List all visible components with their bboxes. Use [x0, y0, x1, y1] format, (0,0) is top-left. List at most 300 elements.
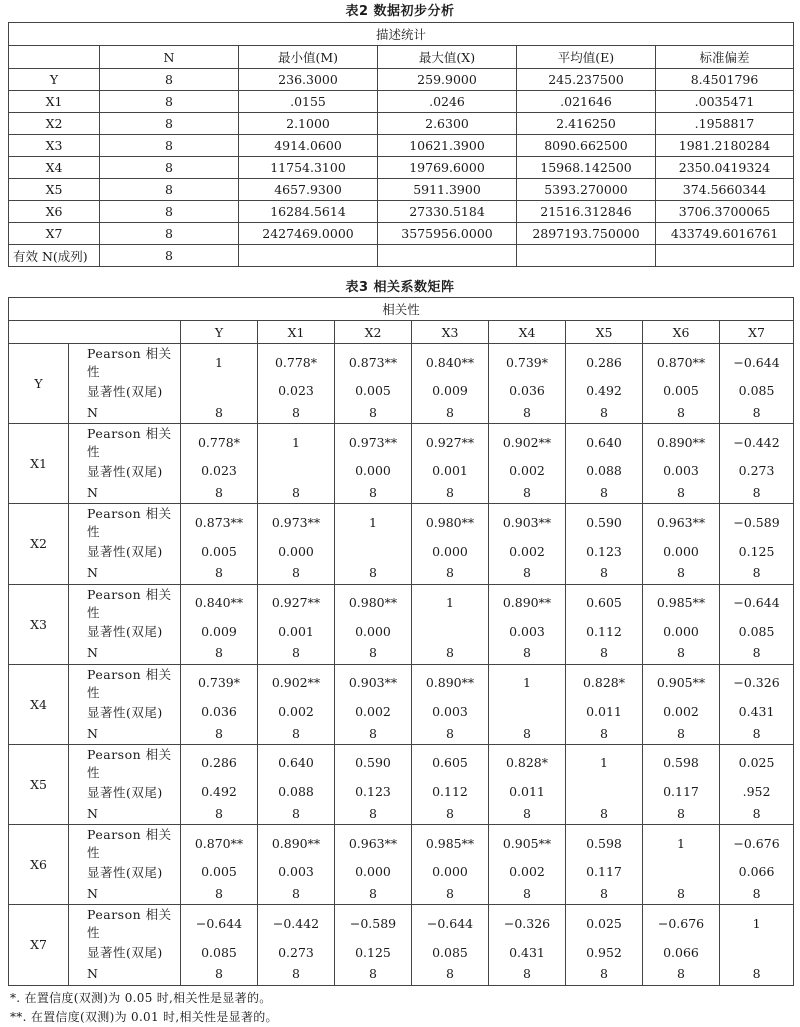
table-cell: 4657.9300	[239, 179, 378, 201]
row-label: X3	[9, 135, 100, 157]
table-cell: 0.605	[566, 584, 643, 621]
table3-corner-cell	[9, 321, 181, 344]
table-cell: 8	[489, 803, 566, 825]
table-cell: 0.025	[720, 744, 794, 781]
table-cell: 8	[720, 402, 794, 424]
table-cell: 0.005	[181, 861, 258, 883]
table-cell: 15968.142500	[517, 157, 656, 179]
stat-label: Pearson 相关性	[69, 905, 181, 942]
table-cell: 0.000	[258, 540, 335, 562]
table-cell: 8	[566, 722, 643, 744]
table-cell: 0.963**	[335, 825, 412, 862]
table-cell: 0.003	[489, 621, 566, 643]
table-cell: 8	[720, 642, 794, 664]
row-variable: Y	[9, 344, 69, 424]
table-cell: 0.001	[258, 621, 335, 643]
table2-column-header: 平均值(E)	[517, 46, 656, 69]
table-cell: .0035471	[656, 91, 794, 113]
table-cell: 8	[720, 883, 794, 905]
row-variable: X5	[9, 744, 69, 824]
table-row	[9, 424, 794, 461]
table-row	[9, 941, 794, 963]
row-variable: X1	[9, 424, 69, 504]
table-cell: 8	[643, 642, 720, 664]
table-row	[9, 825, 794, 862]
row-label: Y	[9, 69, 100, 91]
table-cell: 0.003	[643, 460, 720, 482]
table-cell: 0.492	[566, 380, 643, 402]
table-cell: 0.973**	[258, 504, 335, 541]
table-cell: 0.431	[720, 701, 794, 723]
table-cell: 0.980**	[412, 504, 489, 541]
table-cell: 16284.5614	[239, 201, 378, 223]
stat-label: 显著性(双尾)	[69, 861, 181, 883]
table-cell: 0.927**	[412, 424, 489, 461]
table-cell: 0.286	[566, 344, 643, 381]
stat-label: N	[69, 883, 181, 905]
table-cell: 0.123	[566, 540, 643, 562]
table-cell: −0.442	[720, 424, 794, 461]
table-row	[9, 584, 794, 621]
table-cell: 8	[489, 722, 566, 744]
table-cell	[720, 941, 794, 963]
table-cell: 8	[720, 482, 794, 504]
table-cell: −0.589	[335, 905, 412, 942]
table-cell: 8	[335, 883, 412, 905]
table-cell: 5393.270000	[517, 179, 656, 201]
table-cell: −0.676	[643, 905, 720, 942]
table-cell: 0.973**	[335, 424, 412, 461]
table-row	[9, 744, 794, 781]
table3-caption: 表3 相关系数矩阵	[345, 280, 455, 295]
table-cell: −0.326	[489, 905, 566, 942]
table-row	[9, 803, 794, 825]
descriptive-statistics-table	[8, 22, 794, 267]
table-cell: 8	[566, 482, 643, 504]
table-cell: 0.902**	[489, 424, 566, 461]
table-cell: 0.023	[181, 460, 258, 482]
table-cell: 0.085	[412, 941, 489, 963]
table-cell: 0.873**	[335, 344, 412, 381]
table-cell: 0.963**	[643, 504, 720, 541]
table-cell: 0.001	[412, 460, 489, 482]
table2-group-header: 描述统计	[9, 23, 794, 46]
table-cell: −0.644	[412, 905, 489, 942]
table-cell: 19769.6000	[378, 157, 517, 179]
table-cell: 8	[720, 963, 794, 985]
stat-label: 显著性(双尾)	[69, 781, 181, 803]
table-cell: .1958817	[656, 113, 794, 135]
table-cell: 8	[181, 722, 258, 744]
table-cell: .0246	[378, 91, 517, 113]
table-cell: 0.088	[258, 781, 335, 803]
table-cell: 0.903**	[489, 504, 566, 541]
table2-caption: 表2 数据初步分析	[345, 4, 455, 19]
table-cell: 2.1000	[239, 113, 378, 135]
table-row	[9, 245, 794, 267]
table-cell: 8	[100, 69, 239, 91]
table-cell: 0.066	[720, 861, 794, 883]
table-cell: 0.605	[412, 744, 489, 781]
table-cell: 8	[566, 883, 643, 905]
stat-label: 显著性(双尾)	[69, 380, 181, 402]
table-row	[9, 223, 794, 245]
table-cell: 8	[412, 402, 489, 424]
table-row	[9, 91, 794, 113]
table3-group-header: 相关性	[9, 298, 794, 321]
table-cell: .021646	[517, 91, 656, 113]
table-cell: 1	[720, 905, 794, 942]
table-cell	[517, 245, 656, 267]
table-row	[9, 722, 794, 744]
table-cell: 8	[181, 402, 258, 424]
table-cell: 0.985**	[412, 825, 489, 862]
table-cell: 0.123	[335, 781, 412, 803]
table-cell: 27330.5184	[378, 201, 517, 223]
row-label: X7	[9, 223, 100, 245]
table-cell: 3706.3700065	[656, 201, 794, 223]
table-cell: 8.4501796	[656, 69, 794, 91]
table-cell: 0.598	[566, 825, 643, 862]
table-cell: 259.9000	[378, 69, 517, 91]
table-cell: 2.416250	[517, 113, 656, 135]
table-cell: 8	[489, 883, 566, 905]
table-cell: 0.778*	[258, 344, 335, 381]
row-variable: X7	[9, 905, 69, 985]
table-cell	[258, 460, 335, 482]
row-variable: X3	[9, 584, 69, 664]
table3-column-header: X6	[643, 321, 720, 344]
table-cell: 0.117	[643, 781, 720, 803]
table3-column-header: X1	[258, 321, 335, 344]
table-cell: 0.036	[181, 701, 258, 723]
table-cell: 8	[100, 245, 239, 267]
table-row	[9, 201, 794, 223]
stat-label: Pearson 相关性	[69, 744, 181, 781]
table-cell: 8	[489, 402, 566, 424]
table-cell: 8	[100, 135, 239, 157]
table-cell: 8	[566, 562, 643, 584]
row-label: X5	[9, 179, 100, 201]
stat-label: Pearson 相关性	[69, 344, 181, 381]
table-cell: 8	[489, 642, 566, 664]
table-cell: 8	[100, 91, 239, 113]
table-cell	[239, 245, 378, 267]
table-cell: 8	[181, 963, 258, 985]
table-cell: 8	[335, 562, 412, 584]
correlation-matrix-table	[8, 297, 794, 986]
table2-column-header: 最小值(M)	[239, 46, 378, 69]
table-cell: 0.431	[489, 941, 566, 963]
table-row	[9, 135, 794, 157]
table-cell: 8	[643, 722, 720, 744]
table-cell: 0.000	[335, 460, 412, 482]
table-cell: 236.3000	[239, 69, 378, 91]
table-cell: 2350.0419324	[656, 157, 794, 179]
table-cell: 0.125	[335, 941, 412, 963]
table3-column-header: X2	[335, 321, 412, 344]
table-cell: 0.011	[566, 701, 643, 723]
table-cell: 0.640	[258, 744, 335, 781]
stat-label: 显著性(双尾)	[69, 701, 181, 723]
table-cell: 1	[566, 744, 643, 781]
table-cell: 0.002	[258, 701, 335, 723]
table-cell: 8	[412, 803, 489, 825]
table-cell: 8	[720, 722, 794, 744]
table-row	[9, 701, 794, 723]
table-cell: 0.085	[720, 380, 794, 402]
table-cell: 8	[412, 722, 489, 744]
row-label: 有效 N(成列)	[9, 245, 100, 267]
table3-column-header: X4	[489, 321, 566, 344]
table-cell: 8	[566, 402, 643, 424]
table-cell: 8	[258, 883, 335, 905]
table-cell: 0.002	[489, 861, 566, 883]
row-label: X1	[9, 91, 100, 113]
table-cell: 8	[181, 642, 258, 664]
row-label: X6	[9, 201, 100, 223]
table-cell	[181, 380, 258, 402]
table-cell: 0.000	[643, 540, 720, 562]
table-cell: 0.005	[181, 540, 258, 562]
table-cell: 0.828*	[489, 744, 566, 781]
table-cell: 8	[566, 963, 643, 985]
table-cell: 0.492	[181, 781, 258, 803]
row-label: X2	[9, 113, 100, 135]
table-cell: 0.005	[335, 380, 412, 402]
table-cell: 8	[335, 482, 412, 504]
table-cell: −0.589	[720, 504, 794, 541]
table-cell: −0.442	[258, 905, 335, 942]
table-cell: .0155	[239, 91, 378, 113]
stat-label: N	[69, 722, 181, 744]
table-cell: 8	[335, 963, 412, 985]
table-cell: 0.000	[335, 621, 412, 643]
table-cell	[566, 781, 643, 803]
table-row	[9, 157, 794, 179]
stat-label: Pearson 相关性	[69, 504, 181, 541]
stat-label: 显著性(双尾)	[69, 941, 181, 963]
table-cell: 8	[412, 642, 489, 664]
table-row	[9, 781, 794, 803]
table-cell: 8	[258, 963, 335, 985]
table-cell: 0.590	[335, 744, 412, 781]
table-cell: 8	[412, 562, 489, 584]
table3-notes	[10, 989, 800, 1027]
table-cell: 0.112	[412, 781, 489, 803]
table-cell: 8	[335, 803, 412, 825]
table-cell: 8	[412, 963, 489, 985]
table-cell: 0.003	[258, 861, 335, 883]
table-row	[9, 905, 794, 942]
table-cell: 0.117	[566, 861, 643, 883]
table-cell: 433749.6016761	[656, 223, 794, 245]
table-cell: 8	[100, 201, 239, 223]
stat-label: N	[69, 803, 181, 825]
table-cell: 0.002	[643, 701, 720, 723]
table-cell: 0.828*	[566, 664, 643, 701]
table-cell: 8	[335, 722, 412, 744]
table-row	[9, 504, 794, 541]
table-row	[9, 562, 794, 584]
table-cell: 5911.3900	[378, 179, 517, 201]
table-cell: 0.286	[181, 744, 258, 781]
table2-column-header: N	[100, 46, 239, 69]
table-cell: 1	[258, 424, 335, 461]
table-cell: 0.009	[412, 380, 489, 402]
stat-label: 显著性(双尾)	[69, 460, 181, 482]
table-cell: 0.000	[335, 861, 412, 883]
table-cell: 0.003	[412, 701, 489, 723]
table-cell: 0.890**	[643, 424, 720, 461]
table-cell: 0.273	[720, 460, 794, 482]
table-cell: 8	[258, 402, 335, 424]
stat-label: N	[69, 482, 181, 504]
table-cell: 0.739*	[489, 344, 566, 381]
table-cell: 2897193.750000	[517, 223, 656, 245]
table-row	[9, 402, 794, 424]
table-cell: 0.085	[181, 941, 258, 963]
stat-label: Pearson 相关性	[69, 664, 181, 701]
table-cell: 0.009	[181, 621, 258, 643]
row-variable: X4	[9, 664, 69, 744]
table-cell: 0.890**	[258, 825, 335, 862]
table-cell: .952	[720, 781, 794, 803]
table-cell: 0.000	[412, 861, 489, 883]
table2-column-header: 标准偏差	[656, 46, 794, 69]
table-cell: 0.873**	[181, 504, 258, 541]
table-row	[9, 482, 794, 504]
table-cell: 8	[643, 402, 720, 424]
table-cell: 8	[100, 157, 239, 179]
table-cell	[335, 540, 412, 562]
table-cell: 0.640	[566, 424, 643, 461]
table2-column-header: 最大值(X)	[378, 46, 517, 69]
table-cell: 8	[258, 482, 335, 504]
table-cell: 8	[412, 482, 489, 504]
row-variable: X6	[9, 825, 69, 905]
note-significance-0-01: **. 在置信度(双测)为 0.01 时,相关性是显著的。	[10, 1009, 278, 1024]
table-cell: 0.000	[412, 540, 489, 562]
table-cell: 21516.312846	[517, 201, 656, 223]
stat-label: 显著性(双尾)	[69, 621, 181, 643]
table-cell: 1	[181, 344, 258, 381]
table-cell: 0.066	[643, 941, 720, 963]
table-cell: 0.002	[489, 540, 566, 562]
table-cell: 374.5660344	[656, 179, 794, 201]
table-cell: 0.000	[643, 621, 720, 643]
table-cell: −0.676	[720, 825, 794, 862]
table-cell: 8	[643, 562, 720, 584]
table-cell: 0.905**	[643, 664, 720, 701]
note-significance-0-05: *. 在置信度(双测)为 0.05 时,相关性是显著的。	[10, 990, 272, 1005]
table-cell: 8	[643, 883, 720, 905]
table-cell: 0.011	[489, 781, 566, 803]
table-cell: 8	[100, 179, 239, 201]
table-cell: −0.644	[720, 584, 794, 621]
table-cell: 245.237500	[517, 69, 656, 91]
table-cell: 0.890**	[412, 664, 489, 701]
table-cell: 8	[566, 803, 643, 825]
table-cell: 1	[489, 664, 566, 701]
table-row	[9, 621, 794, 643]
table3-column-header-row	[9, 321, 794, 344]
table-row	[9, 380, 794, 402]
table-cell: 1981.2180284	[656, 135, 794, 157]
table-cell: 8	[643, 803, 720, 825]
stat-label: Pearson 相关性	[69, 584, 181, 621]
table-cell: −0.644	[181, 905, 258, 942]
table-cell: 0.739*	[181, 664, 258, 701]
table-cell: 0.985**	[643, 584, 720, 621]
table-cell: 0.778*	[181, 424, 258, 461]
stat-label: N	[69, 402, 181, 424]
table-cell: 8090.662500	[517, 135, 656, 157]
table-cell: −0.326	[720, 664, 794, 701]
table-cell: 8	[412, 883, 489, 905]
stat-label: N	[69, 963, 181, 985]
table-cell: 1	[412, 584, 489, 621]
table-cell: 8	[643, 963, 720, 985]
row-variable: X2	[9, 504, 69, 584]
table-cell: 2.6300	[378, 113, 517, 135]
table3-column-header: X3	[412, 321, 489, 344]
table-cell: 0.002	[335, 701, 412, 723]
table-cell: 8	[489, 963, 566, 985]
table-cell: 0.927**	[258, 584, 335, 621]
table3-column-header: X5	[566, 321, 643, 344]
table-cell: 8	[335, 402, 412, 424]
table-cell: 0.840**	[181, 584, 258, 621]
row-label: X4	[9, 157, 100, 179]
table-cell: 0.902**	[258, 664, 335, 701]
table2-column-header	[9, 46, 100, 69]
table-cell: 8	[181, 482, 258, 504]
table-cell: 8	[258, 562, 335, 584]
table-row	[9, 113, 794, 135]
table-cell	[378, 245, 517, 267]
table-cell: 8	[181, 562, 258, 584]
table-cell: 0.952	[566, 941, 643, 963]
stat-label: Pearson 相关性	[69, 424, 181, 461]
table-cell: 8	[489, 562, 566, 584]
table-cell: 8	[258, 722, 335, 744]
table-row	[9, 460, 794, 482]
table-cell: 0.002	[489, 460, 566, 482]
table-cell: 0.025	[566, 905, 643, 942]
table-cell: 8	[489, 482, 566, 504]
table-row	[9, 664, 794, 701]
table-cell: 1	[335, 504, 412, 541]
table-row	[9, 642, 794, 664]
table-row	[9, 861, 794, 883]
table-cell: 8	[335, 642, 412, 664]
table-cell: 0.125	[720, 540, 794, 562]
stat-label: Pearson 相关性	[69, 825, 181, 862]
table-cell: 0.088	[566, 460, 643, 482]
table-cell: 8	[181, 883, 258, 905]
table-cell	[656, 245, 794, 267]
table-cell: 0.870**	[181, 825, 258, 862]
table-cell: −0.644	[720, 344, 794, 381]
table-cell	[412, 621, 489, 643]
stat-label: N	[69, 562, 181, 584]
table-cell: 4914.0600	[239, 135, 378, 157]
table-cell: 0.890**	[489, 584, 566, 621]
table-cell: 2427469.0000	[239, 223, 378, 245]
table-cell: 11754.3100	[239, 157, 378, 179]
table-row	[9, 179, 794, 201]
